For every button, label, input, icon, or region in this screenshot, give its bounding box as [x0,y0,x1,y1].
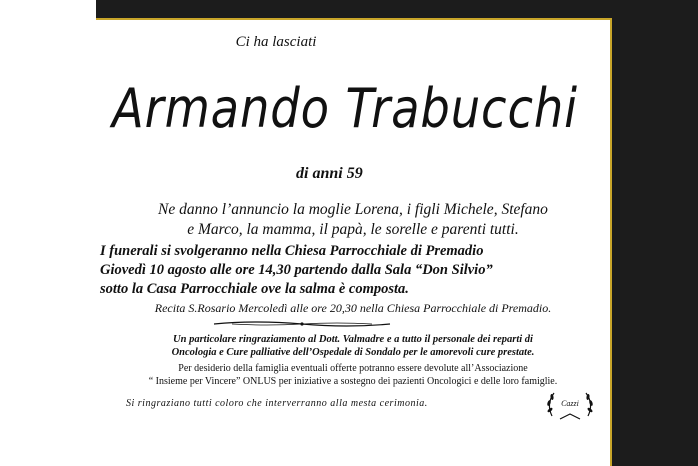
top-black-border [96,0,612,19]
obituary-notice [96,20,610,466]
rosary-text: Recita S.Rosario Mercoledì alle ore 20,30 nella Chiesa Parrocchiale di Premadio. [154,301,552,315]
laurel-wreath-icon [542,388,598,422]
thanks-line: Un particolare ringraziamento al Dott. Valmadre e a tutto il personale dei reparti di [173,334,533,345]
ornamental-divider [212,320,392,328]
logo-text: Cazzi [561,399,579,408]
donations-text [96,362,610,388]
funeral-line: sotto la Casa Parrocchiale ove la salma è composta. [100,281,409,297]
announcement-line: Ne danno l’annuncio la moglie Lorena, i figli Michele, Stefano [158,201,548,218]
funeral-line: Giovedì 10 agosto alle ore 14,30 partendo dalla Sala “Don Silvio” [100,262,493,278]
page-margin [0,0,96,466]
age-text: di anni 59 [296,165,363,182]
right-black-border [612,0,698,466]
gold-border-right [610,18,612,466]
thanks-medical-staff [96,333,610,359]
deceased-name: Armando Trabucchi [112,77,578,140]
announcement [96,200,610,240]
donations-line: “ Insieme per Vincere” ONLUS per iniziative a sostegno dei pazienti Oncologici e delle loro famiglie. [148,376,558,387]
closing-thanks: Si ringraziano tutti coloro che interverranno alla mesta cerimonia. [126,398,428,409]
announcement-line: e Marco, la mamma, il papà, le sorelle e parenti tutti. [187,221,519,238]
funeral-details [100,242,606,299]
intro-text: Ci ha lasciati [235,34,317,50]
donations-line: Per desiderio della famiglia eventuali offerte potranno essere devolute all’Associazione [178,363,528,374]
thanks-line: Oncologia e Cure palliative dell’Ospedale di Sondalo per le amorevoli cure prestate. [171,347,535,358]
funeral-line: I funerali si svolgeranno nella Chiesa Parrocchiale di Premadio [100,243,484,259]
